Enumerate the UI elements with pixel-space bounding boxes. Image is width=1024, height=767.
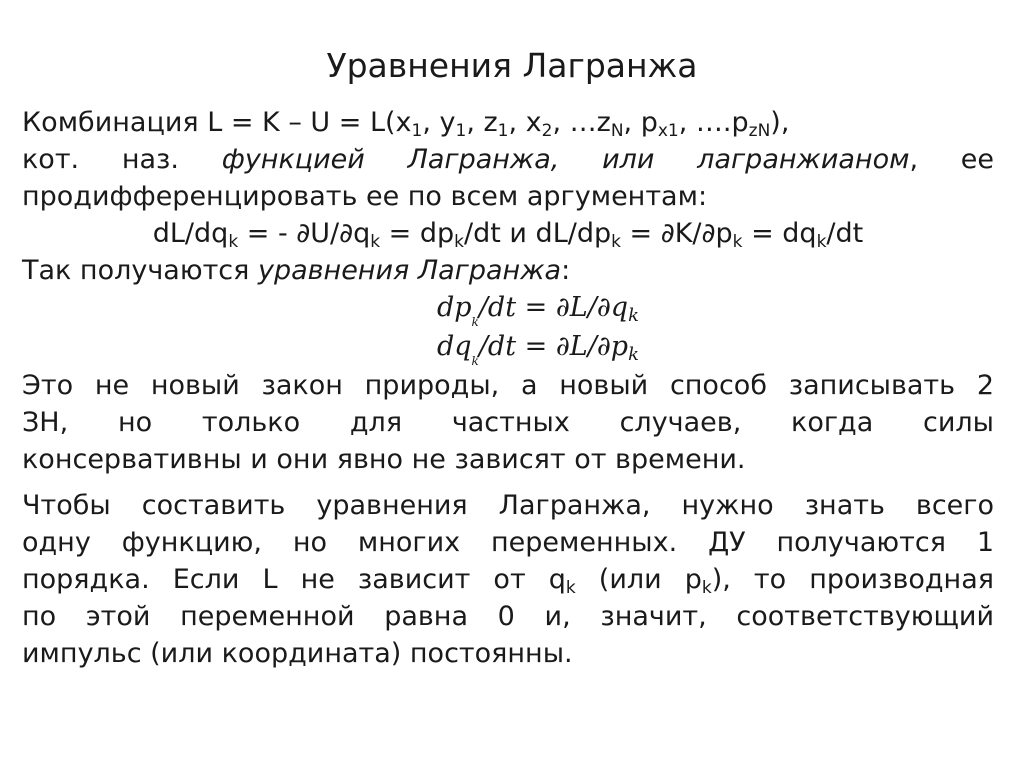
paragraph-2 (22, 252, 994, 289)
paragraph-4-line-1: Чтобы составить уравнения Лагранжа, нужно знать всего (22, 490, 994, 521)
paragraph-gap (22, 478, 994, 487)
text-run: (или p (575, 564, 702, 595)
paragraph-3-line-2: ЗН, но только для частных случаев, когда силы (22, 407, 994, 438)
text-run: , ее (909, 144, 994, 175)
slide-body (22, 104, 994, 672)
subscript: x1 (657, 121, 679, 141)
subscript: 1 (455, 121, 467, 141)
text-run: , x (508, 107, 542, 138)
lagrange-equation-2 (82, 328, 994, 367)
text-run: : (561, 255, 571, 286)
subscript: k (611, 232, 621, 252)
math-subscript: k (471, 354, 479, 368)
math-run: /dt = ∂L/∂p (478, 331, 629, 362)
paragraph-4-line-2: одну функцию, но многих переменных. ДУ получаются 1 (22, 527, 994, 558)
italic-term: функцией Лагранжа, или лагранжианом (221, 144, 910, 175)
math-subscript: k (471, 315, 479, 329)
math-subscript: k (628, 305, 640, 326)
subscript: k (701, 578, 712, 598)
paragraph-4-line-3 (22, 561, 994, 598)
subscript: k (816, 232, 827, 252)
text-run: Так получаются (22, 255, 258, 286)
subscript: 1 (411, 121, 423, 141)
math-subscript: k (628, 344, 640, 365)
text-run: порядка. Если L не зависит от q (22, 564, 566, 595)
subscript: k (565, 578, 576, 598)
text-run: , p (623, 107, 658, 138)
paragraph-3-line-1: Это не новый закон природы, а новый способ записывать 2 (22, 370, 994, 401)
equation-line (22, 215, 994, 252)
math-run: dq (436, 331, 472, 362)
slide-title: Уравнения Лагранжа (326, 46, 698, 85)
text-run: кот. наз. (22, 144, 222, 175)
subscript: k (454, 232, 465, 252)
text-run: ), (770, 107, 790, 138)
subscript: k (732, 232, 743, 252)
subscript: 1 (497, 121, 509, 141)
text-run: = - ∂U/∂q (238, 218, 371, 249)
text-run: = ∂K/∂p (620, 218, 733, 249)
text-run: = dq (742, 218, 817, 249)
text-run: /dt и dL/dp (464, 218, 612, 249)
paragraph-3-line-3: консервативны и они явно не зависят от времени. (22, 444, 746, 475)
subscript: N (610, 121, 624, 141)
paragraph-1-line-1 (22, 104, 994, 141)
text-run: , z (466, 107, 498, 138)
paragraph-1-line-3: продифференцировать ее по всем аргументам: (22, 181, 708, 212)
text-run: = dp (380, 218, 455, 249)
paragraph-4-line-4: по этой переменной равна 0 и, значит, соответствующий (22, 601, 994, 632)
paragraph-4-line-5: импульс (или координата) постоянны. (22, 638, 573, 669)
lagrange-equation-1 (82, 289, 994, 328)
text-run: Комбинация L = K – U = L(x (22, 107, 412, 138)
math-run: dp (436, 292, 472, 323)
subscript: k (228, 232, 239, 252)
text-run: , y (422, 107, 456, 138)
text-run: dL/dq (152, 218, 229, 249)
subscript: 2 (541, 121, 553, 141)
italic-term: уравнения Лагранжа (257, 255, 562, 286)
text-run: /dt (826, 218, 864, 249)
math-run: /dt = ∂L/∂q (478, 292, 629, 323)
subscript: zN (748, 121, 771, 141)
paragraph-1-line-2 (22, 141, 994, 178)
text-run: , ….p (678, 107, 749, 138)
text-run: , …z (552, 107, 611, 138)
text-run: ), то производная (711, 564, 994, 595)
subscript: k (370, 232, 381, 252)
